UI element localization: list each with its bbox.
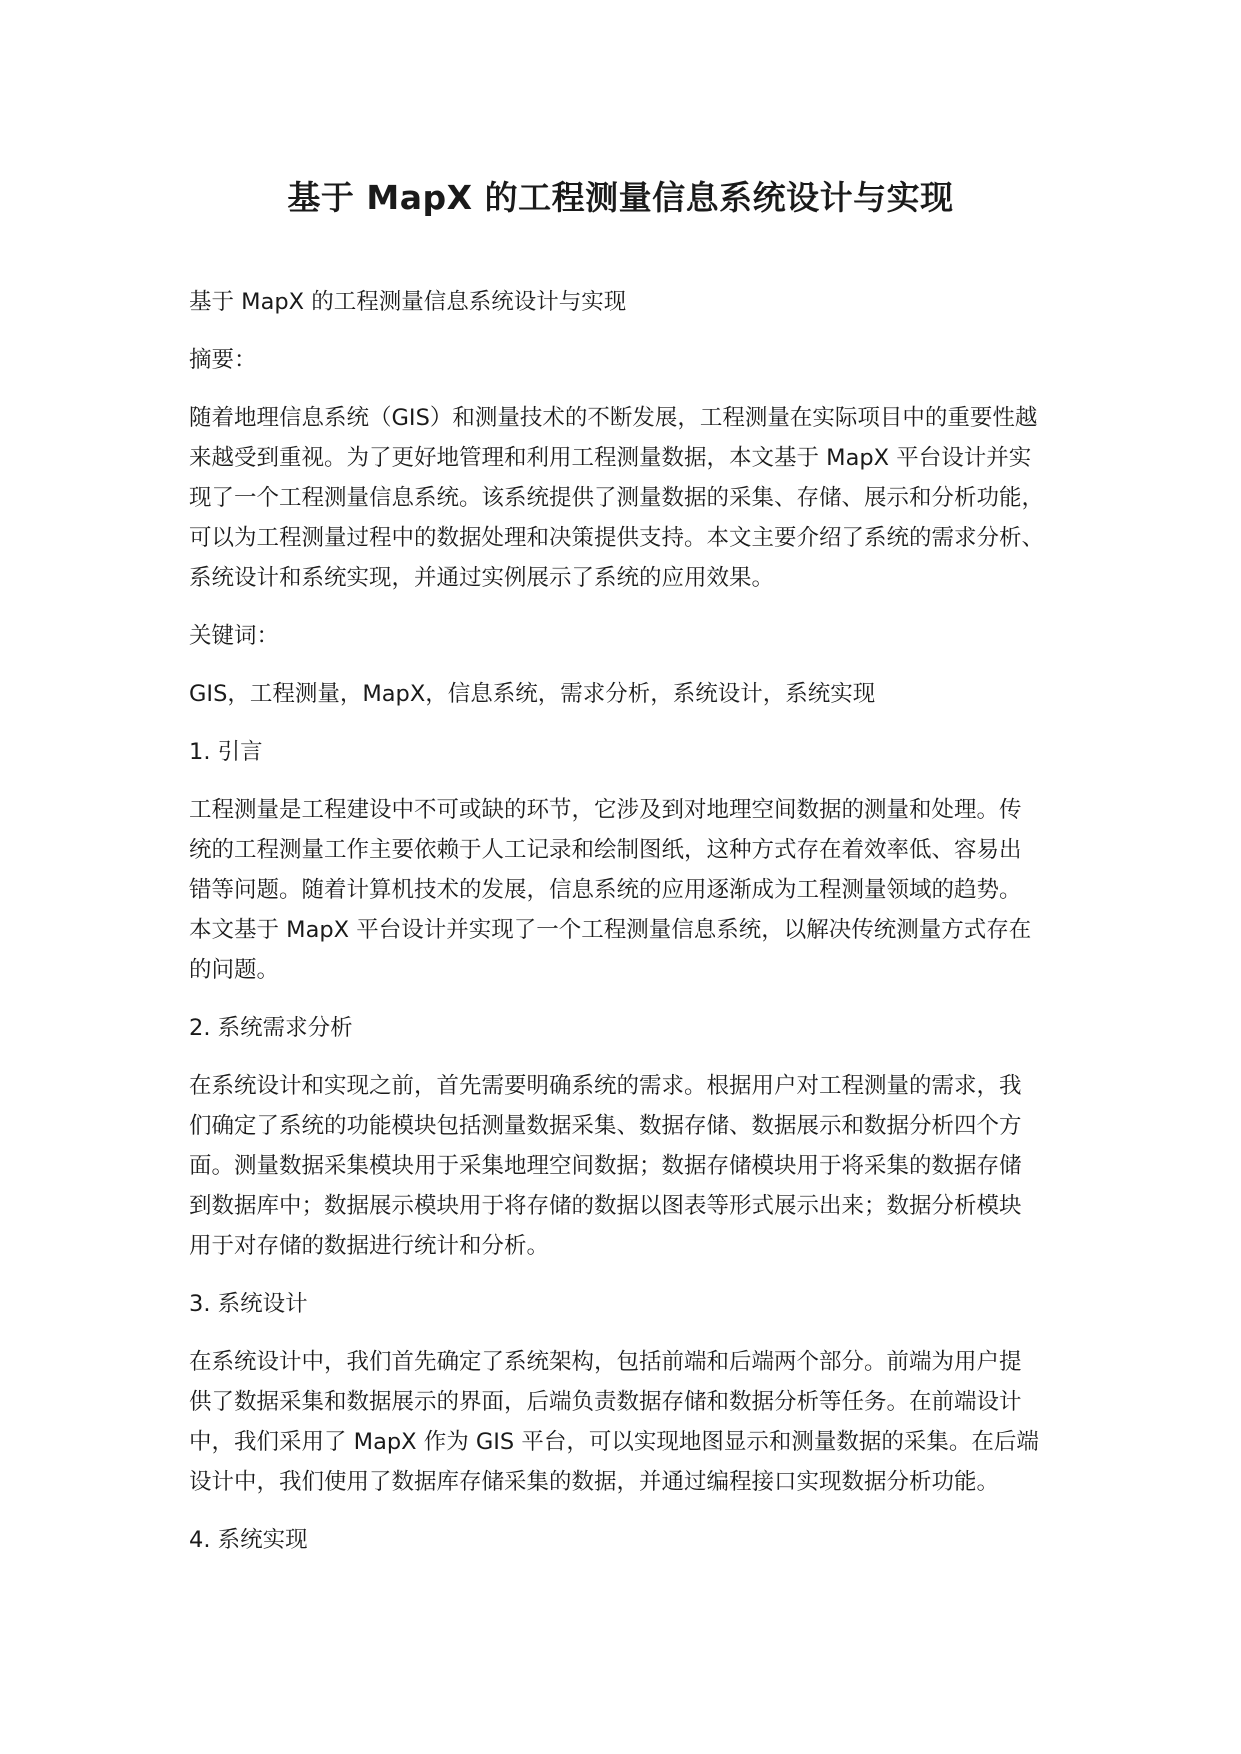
abstract-paragraph xyxy=(189,398,1069,598)
paragraph-line: 本文基于 MapX 平台设计并实现了一个工程测量信息系统，以解决传统测量方式存在 xyxy=(189,917,1032,943)
paragraph-line: 随着地理信息系统（GIS）和测量技术的不断发展，工程测量在实际项目中的重要性越 xyxy=(189,405,1038,431)
keywords-heading: 关键词： xyxy=(189,623,280,649)
document-body xyxy=(189,282,1069,1578)
section-paragraph xyxy=(189,1342,1069,1502)
section-heading: 1. 引言 xyxy=(189,739,263,765)
section-heading: 4. 系统实现 xyxy=(189,1527,308,1553)
paragraph-line: 面。测量数据采集模块用于采集地理空间数据；数据存储模块用于将采集的数据存储 xyxy=(189,1153,1022,1179)
paragraph-line: 们确定了系统的功能模块包括测量数据采集、数据存储、数据展示和数据分析四个方 xyxy=(189,1113,1022,1139)
paragraph-line: 到数据库中；数据展示模块用于将存储的数据以图表等形式展示出来；数据分析模块 xyxy=(189,1193,1022,1219)
paragraph-line: 可以为工程测量过程中的数据处理和决策提供支持。本文主要介绍了系统的需求分析、 xyxy=(189,525,1045,551)
paragraph-line: 来越受到重视。为了更好地管理和利用工程测量数据，本文基于 MapX 平台设计并实 xyxy=(189,445,1032,471)
section-heading: 2. 系统需求分析 xyxy=(189,1015,353,1041)
section-paragraph xyxy=(189,790,1069,990)
paragraph-line: 工程测量是工程建设中不可或缺的环节，它涉及到对地理空间数据的测量和处理。传 xyxy=(189,797,1022,823)
section-paragraph xyxy=(189,1066,1069,1266)
paragraph-line: 供了数据采集和数据展示的界面，后端负责数据存储和数据分析等任务。在前端设计 xyxy=(189,1389,1022,1415)
paragraph-line: 错等问题。随着计算机技术的发展，信息系统的应用逐渐成为工程测量领域的趋势。 xyxy=(189,877,1022,903)
subtitle: 基于 MapX 的工程测量信息系统设计与实现 xyxy=(189,289,627,315)
paragraph-line: 设计中，我们使用了数据库存储采集的数据，并通过编程接口实现数据分析功能。 xyxy=(189,1469,1000,1495)
paragraph-line: 的问题。 xyxy=(189,957,280,983)
document-title: 基于 MapX 的工程测量信息系统设计与实现 xyxy=(287,178,954,217)
paragraph-line: 现了一个工程测量信息系统。该系统提供了测量数据的采集、存储、展示和分析功能， xyxy=(189,485,1045,511)
keywords-list: GIS，工程测量，MapX，信息系统，需求分析，系统设计，系统实现 xyxy=(189,681,876,707)
section-heading: 3. 系统设计 xyxy=(189,1291,308,1317)
paragraph-line: 中，我们采用了 MapX 作为 GIS 平台，可以实现地图显示和测量数据的采集。在后端 xyxy=(189,1429,1039,1455)
paragraph-line: 在系统设计和实现之前，首先需要明确系统的需求。根据用户对工程测量的需求，我 xyxy=(189,1073,1022,1099)
paragraph-line: 用于对存储的数据进行统计和分析。 xyxy=(189,1233,550,1259)
paragraph-line: 系统设计和系统实现，并通过实例展示了系统的应用效果。 xyxy=(189,565,775,591)
paragraph-line: 统的工程测量工作主要依赖于人工记录和绘制图纸，这种方式存在着效率低、容易出 xyxy=(189,837,1022,863)
paragraph-line: 在系统设计中，我们首先确定了系统架构，包括前端和后端两个部分。前端为用户提 xyxy=(189,1349,1022,1375)
abstract-heading: 摘要： xyxy=(189,347,257,373)
